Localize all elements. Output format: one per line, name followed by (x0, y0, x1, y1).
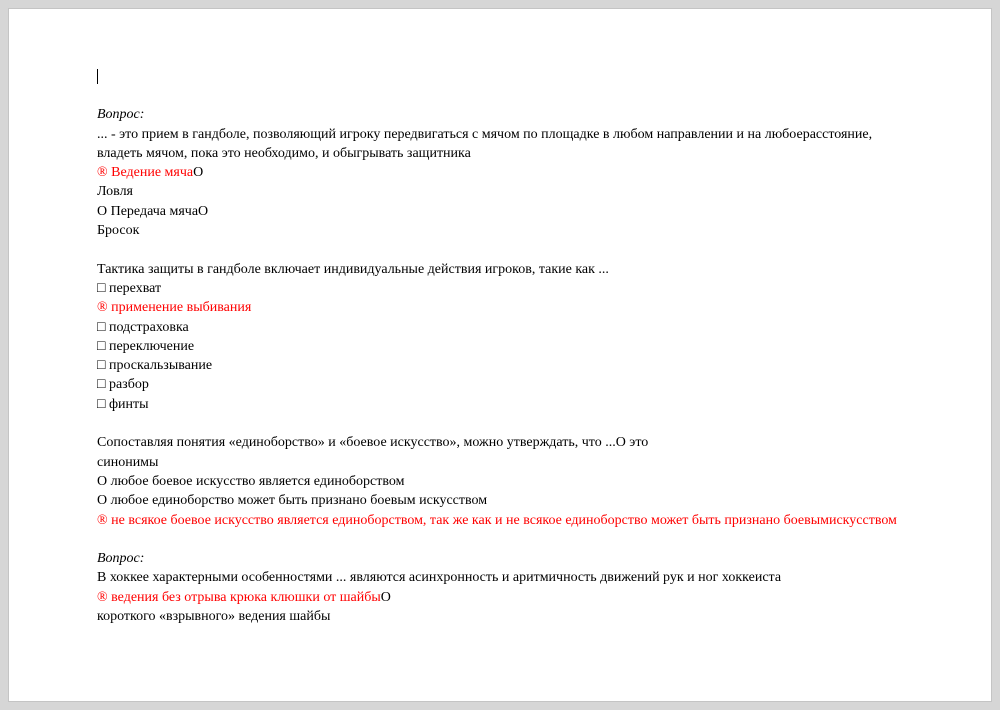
text-segment: □ проскальзывание (97, 358, 213, 374)
text-segment: О Передача мячаО (97, 203, 209, 219)
text-segment: Сопоставляя понятия «единоборство» и «боевое искусство», можно утверждать, что ...О это (97, 435, 649, 451)
text-line (97, 144, 957, 163)
text-line (97, 472, 957, 491)
text-segment: синонимы (97, 454, 159, 470)
text-segment: Вопрос: (97, 551, 145, 567)
text-segment: О любое единоборство может быть признано боевым искусством (97, 493, 488, 509)
text-segment: О (193, 165, 204, 181)
document-page[interactable] (8, 8, 992, 702)
text-line (97, 549, 957, 568)
text-line (97, 279, 957, 298)
text-line (97, 511, 957, 530)
text-segment: В хоккее характерными особенностями ... являются асинхронность и аритмичность движений рук и ног хоккеиста (97, 570, 782, 586)
text-segment: короткого «взрывного» ведения шайбы (97, 609, 331, 625)
text-segment: □ финты (97, 396, 149, 412)
text-line (97, 105, 957, 124)
correct-answer-segment: ® Ведение мяча (97, 165, 194, 181)
text-segment: □ подстраховка (97, 319, 189, 335)
text-segment: Бросок (97, 223, 140, 239)
text-line (97, 318, 957, 337)
text-line (97, 453, 957, 472)
text-line (97, 260, 957, 279)
blank-line (97, 86, 957, 105)
text-segment: Ловля (97, 184, 133, 200)
text-segment: ... - это прием в гандболе, позволяющий игроку передвигаться с мячом по площадке в любом направлении и на любоерасстояние, (97, 126, 873, 142)
caret-line (97, 67, 957, 86)
text-line (97, 125, 957, 144)
text-segment: □ переключение (97, 338, 195, 354)
correct-answer-segment: ® ведения без отрыва крюка клюшки от шайбы (97, 589, 381, 605)
correct-answer-segment: ® применение выбивания (97, 300, 252, 316)
text-line (97, 221, 957, 240)
text-segment: Вопрос: (97, 107, 145, 123)
text-line (97, 433, 957, 452)
document-lines (97, 105, 957, 626)
text-line (97, 202, 957, 221)
text-line (97, 298, 957, 317)
text-segment: О (380, 589, 391, 605)
text-segment: □ перехват (97, 280, 162, 296)
text-line (97, 395, 957, 414)
text-line (97, 607, 957, 626)
text-line (97, 491, 957, 510)
text-segment: Тактика защиты в гандболе включает индивидуальные действия игроков, такие как ... (97, 261, 609, 277)
correct-answer-segment: ® не всякое боевое искусство является единоборством, так же как и не всякое единоборство может быть признано боевымискусством (97, 512, 897, 528)
text-line (97, 337, 957, 356)
text-cursor (97, 69, 98, 84)
text-line (97, 182, 957, 201)
text-line (97, 588, 957, 607)
text-line (97, 568, 957, 587)
text-segment: □ разбор (97, 377, 149, 393)
text-line (97, 163, 957, 182)
text-segment: владеть мячом, пока это необходимо, и обыгрывать защитника (97, 145, 471, 161)
text-segment: О любое боевое искусство является единоборством (97, 473, 405, 489)
document-content[interactable] (97, 67, 957, 681)
text-line (97, 375, 957, 394)
text-line (97, 356, 957, 375)
